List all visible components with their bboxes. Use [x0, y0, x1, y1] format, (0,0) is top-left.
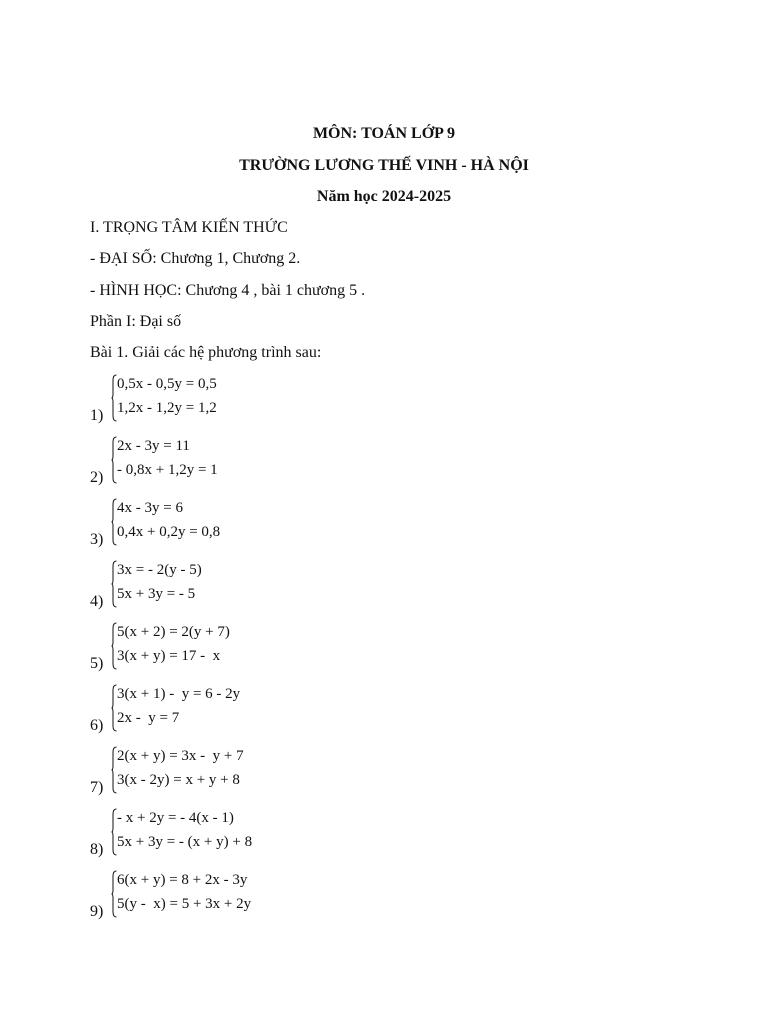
equation-1: 4x - 3y = 6 [117, 500, 183, 516]
equation-system-7 [90, 744, 490, 800]
equation-system-9 [90, 868, 490, 924]
equation-system-1 [90, 372, 490, 428]
equation-1: 3(x + 1) - y = 6 - 2y [117, 686, 241, 702]
equation-2: 3(x + y) = 17 - x [117, 648, 221, 664]
equation-system-4 [90, 558, 490, 614]
system-number: 6) [90, 717, 104, 734]
equation-2: 0,4x + 0,2y = 0,8 [117, 524, 221, 540]
equation-2: 1,2x - 1,2y = 1,2 [117, 400, 217, 416]
school-year: Năm học 2024-2025 [316, 188, 452, 205]
section-title-knowledge: I. TRỌNG TÂM KIẾN THỨC [90, 219, 288, 236]
system-number: 8) [90, 841, 104, 858]
geometry-scope: - HÌNH HỌC: Chương 4 , bài 1 chương 5 . [90, 282, 366, 299]
subject-title: MÔN: TOÁN LỚP 9 [312, 125, 456, 142]
equation-2: - 0,8x + 1,2y = 1 [117, 462, 218, 478]
equation-2: 3(x - 2y) = x + y + 8 [117, 772, 240, 788]
equation-1: 0,5x - 0,5y = 0,5 [117, 376, 217, 392]
system-number: 5) [90, 655, 104, 672]
equation-2: 2x - y = 7 [117, 710, 180, 726]
system-number: 3) [90, 531, 104, 548]
equation-1: 6(x + y) = 8 + 2x - 3y [117, 872, 248, 888]
equation-1: 5(x + 2) = 2(y + 7) [117, 624, 230, 640]
equation-2: 5x + 3y = - 5 [117, 586, 196, 602]
equation-2: 5(y - x) = 5 + 3x + 2y [117, 896, 252, 912]
equation-system-3 [90, 496, 490, 552]
equation-1: 3x = - 2(y - 5) [117, 562, 202, 578]
system-number: 2) [90, 469, 104, 486]
equation-system-5 [90, 620, 490, 676]
equation-system-8 [90, 806, 490, 862]
equation-1: 2(x + y) = 3x - y + 7 [117, 748, 244, 764]
equation-1: - x + 2y = - 4(x - 1) [117, 810, 234, 826]
equation-system-6 [90, 682, 490, 738]
school-title: TRƯỜNG LƯƠNG THẾ VINH - HÀ NỘI [239, 157, 529, 174]
system-number: 4) [90, 593, 104, 610]
system-number: 7) [90, 779, 104, 796]
system-number: 1) [90, 407, 104, 424]
part-title-algebra: Phần I: Đại số [90, 313, 182, 330]
equation-1: 2x - 3y = 11 [117, 438, 190, 454]
system-number: 9) [90, 903, 104, 920]
equation-system-2 [90, 434, 490, 490]
equation-2: 5x + 3y = - (x + y) + 8 [117, 834, 253, 850]
algebra-scope: - ĐẠI SỐ: Chương 1, Chương 2. [90, 250, 301, 267]
exercise-1-title: Bài 1. Giải các hệ phương trình sau: [90, 344, 322, 361]
